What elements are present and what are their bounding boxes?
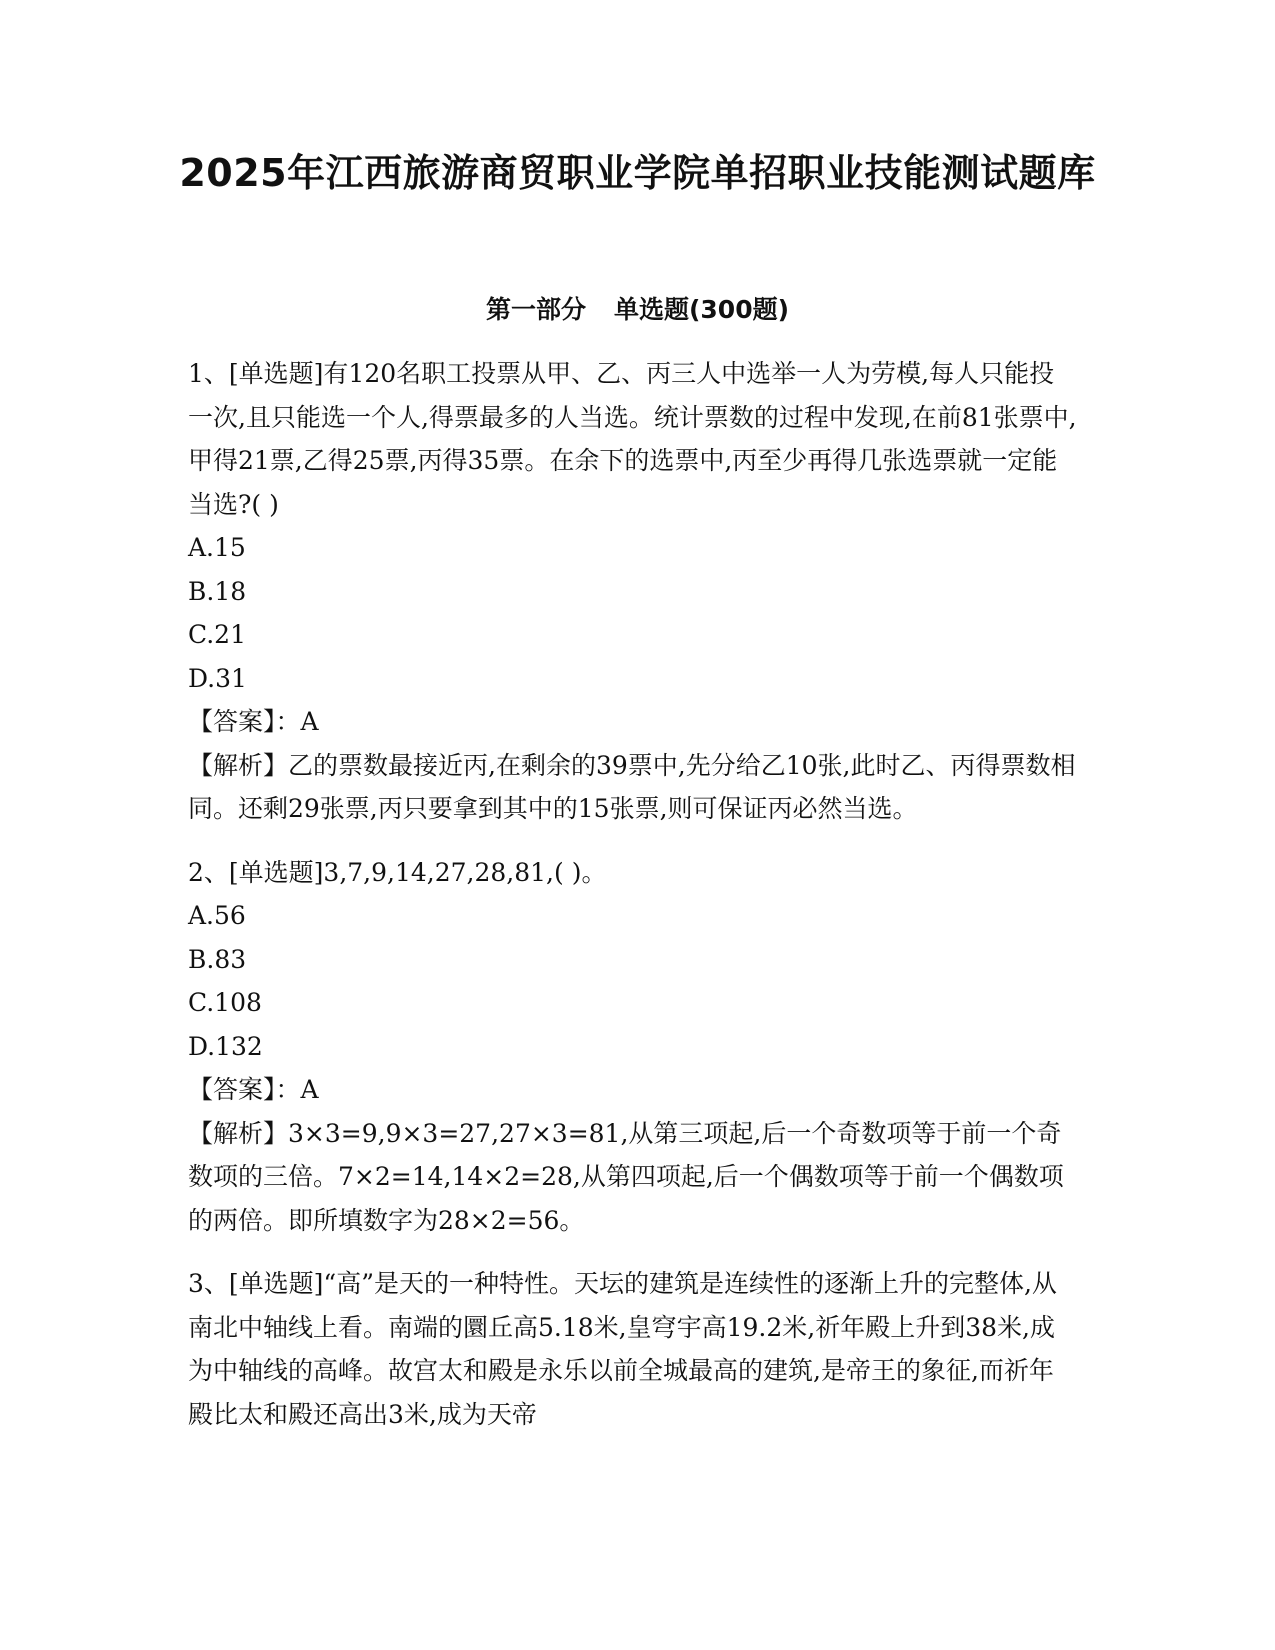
option-c: C.21: [188, 620, 246, 649]
analysis-line: [188, 744, 1078, 831]
option-b: B.18: [188, 576, 247, 606]
question-item: [188, 1262, 1078, 1436]
question-list: [188, 352, 1078, 1456]
document-title: 2025年江西旅游商贸职业学院单招职业技能测试题库: [179, 151, 1096, 195]
question-stem: 2、[单选题]3,7,9,14,27,28,81,( )。: [188, 857, 607, 887]
option-c: C.108: [188, 988, 262, 1017]
section-heading-type: 单选题(300题): [613, 295, 790, 324]
question-item: [188, 851, 1078, 1243]
answer-line: [188, 1068, 1078, 1112]
option-d: D.31: [188, 663, 247, 693]
answer-label: 【答案】: [188, 1075, 276, 1104]
answer-separator: ：: [275, 707, 301, 736]
analysis-label: 【解析】: [188, 1118, 289, 1148]
question-stem: 3、[单选题]“高”是天的一种特性。天坛的建筑是连续性的逐渐上升的完整体,从南北中轴线上看。南端的圜丘高5.18米,皇穹宇高19.2米,祈年殿上升到38米,成为中轴线的高峰。故宫太和殿是永乐以前全城最高的建筑,是帝王的象征,而祈年殿比太和殿还高出3米,成为天帝: [188, 1269, 1057, 1429]
question-stem: 1、[单选题]有120名职工投票从甲、乙、丙三人中选举一人为劳模,每人只能投一次,且只能选一个人,得票最多的人当选。统计票数的过程中发现,在前81张票中,甲得21票,乙得25票,丙得35票。在余下的选票中,丙至少再得几张选票就一定能当选?( ): [188, 359, 1077, 519]
option-d: D.132: [188, 1031, 263, 1061]
analysis-label: 【解析】: [188, 750, 289, 780]
option-b: B.83: [188, 944, 247, 974]
answer-value: A: [300, 1075, 319, 1104]
section-heading-part: 第一部分: [485, 295, 586, 324]
analysis-text: 3×3=9,9×3=27,27×3=81,从第三项起,后一个奇数项等于前一个奇数项的三倍。7×2=14,14×2=28,从第四项起,后一个偶数项等于前一个偶数项的两倍。即所填数字为28×2=56。: [188, 1118, 1064, 1235]
answer-line: [188, 700, 1078, 744]
question-item: [188, 352, 1078, 831]
option-a: A.56: [188, 901, 246, 930]
answer-value: A: [300, 707, 319, 736]
answer-separator: ：: [275, 1075, 301, 1104]
answer-label: 【答案】: [188, 707, 276, 736]
section-heading: [0, 292, 1275, 328]
analysis-line: [188, 1112, 1078, 1243]
option-a: A.15: [188, 533, 246, 562]
analysis-text: 乙的票数最接近丙,在剩余的39票中,先分给乙10张,此时乙、丙得票数相同。还剩29张票,丙只要拿到其中的15张票,则可保证丙必然当选。: [188, 750, 1076, 823]
